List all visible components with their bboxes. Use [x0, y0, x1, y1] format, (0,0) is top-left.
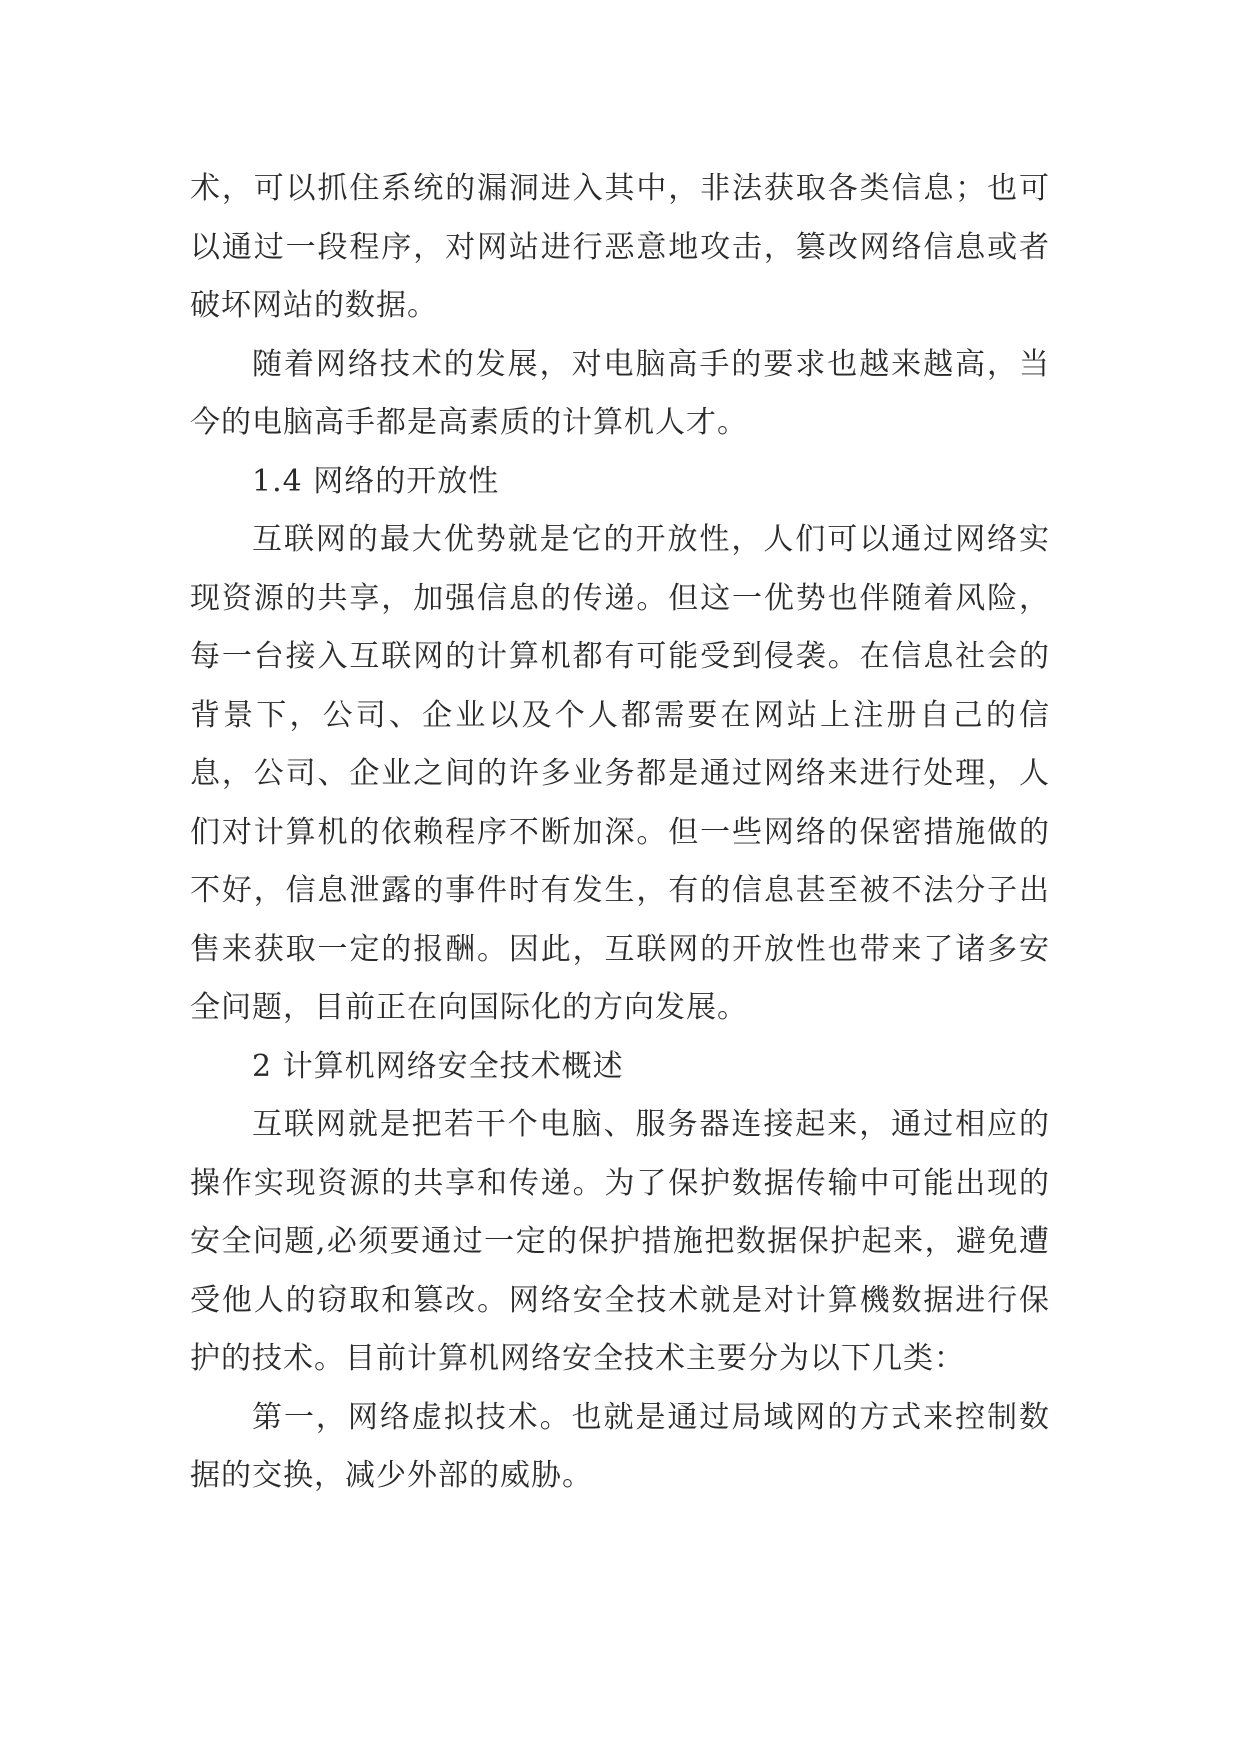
paragraph-openness: 互联网的最大优势就是它的开放性，人们可以通过网络实现资源的共享，加强信息的传递。但这一优势也伴随着风险，每一台接入互联网的计算机都有可能受到侵袭。在信息社会的背景下，公司、企业以及个人都需要在网站上注册自己的信息，公司、企业之间的许多业务都是通过网络来进行处理，人们对计算机的依赖程序不断加深。但一些网络的保密措施做的不好，信息泄露的事件时有发生，有的信息甚至被不法分子出售来获取一定的报酬。因此，互联网的开放性也带来了诸多安全问题，目前正在向国际化的方向发展。 — [190, 522, 1050, 1025]
document-body — [190, 160, 1050, 1506]
section-heading-2: 2 计算机网络安全技术概述 — [252, 1048, 624, 1084]
paragraph-virtual-network: 第一，网络虚拟技术。也就是通过局域网的方式来控制数据的交换，减少外部的威胁。 — [190, 1399, 1050, 1493]
paragraph-security-overview: 互联网就是把若干个电脑、服务器连接起来，通过相应的操作实现资源的共享和传递。为了保护数据传输中可能出现的安全问题,必须要通过一定的保护措施把数据保护起来，避免遭受他人的窃取和篡改。网络安全技术就是对计算機数据进行保护的技术。目前计算机网络安全技术主要分为以下几类： — [190, 1107, 1050, 1376]
paragraph-computer-experts: 随着网络技术的发展，对电脑高手的要求也越来越高，当今的电脑高手都是高素质的计算机人才。 — [190, 346, 1050, 440]
section-heading-1-4: 1.4 网络的开放性 — [252, 463, 500, 499]
paragraph-continuation: 术，可以抓住系统的漏洞进入其中，非法获取各类信息；也可以通过一段程序，对网站进行恶意地攻击，篡改网络信息或者破坏网站的数据。 — [190, 171, 1050, 323]
